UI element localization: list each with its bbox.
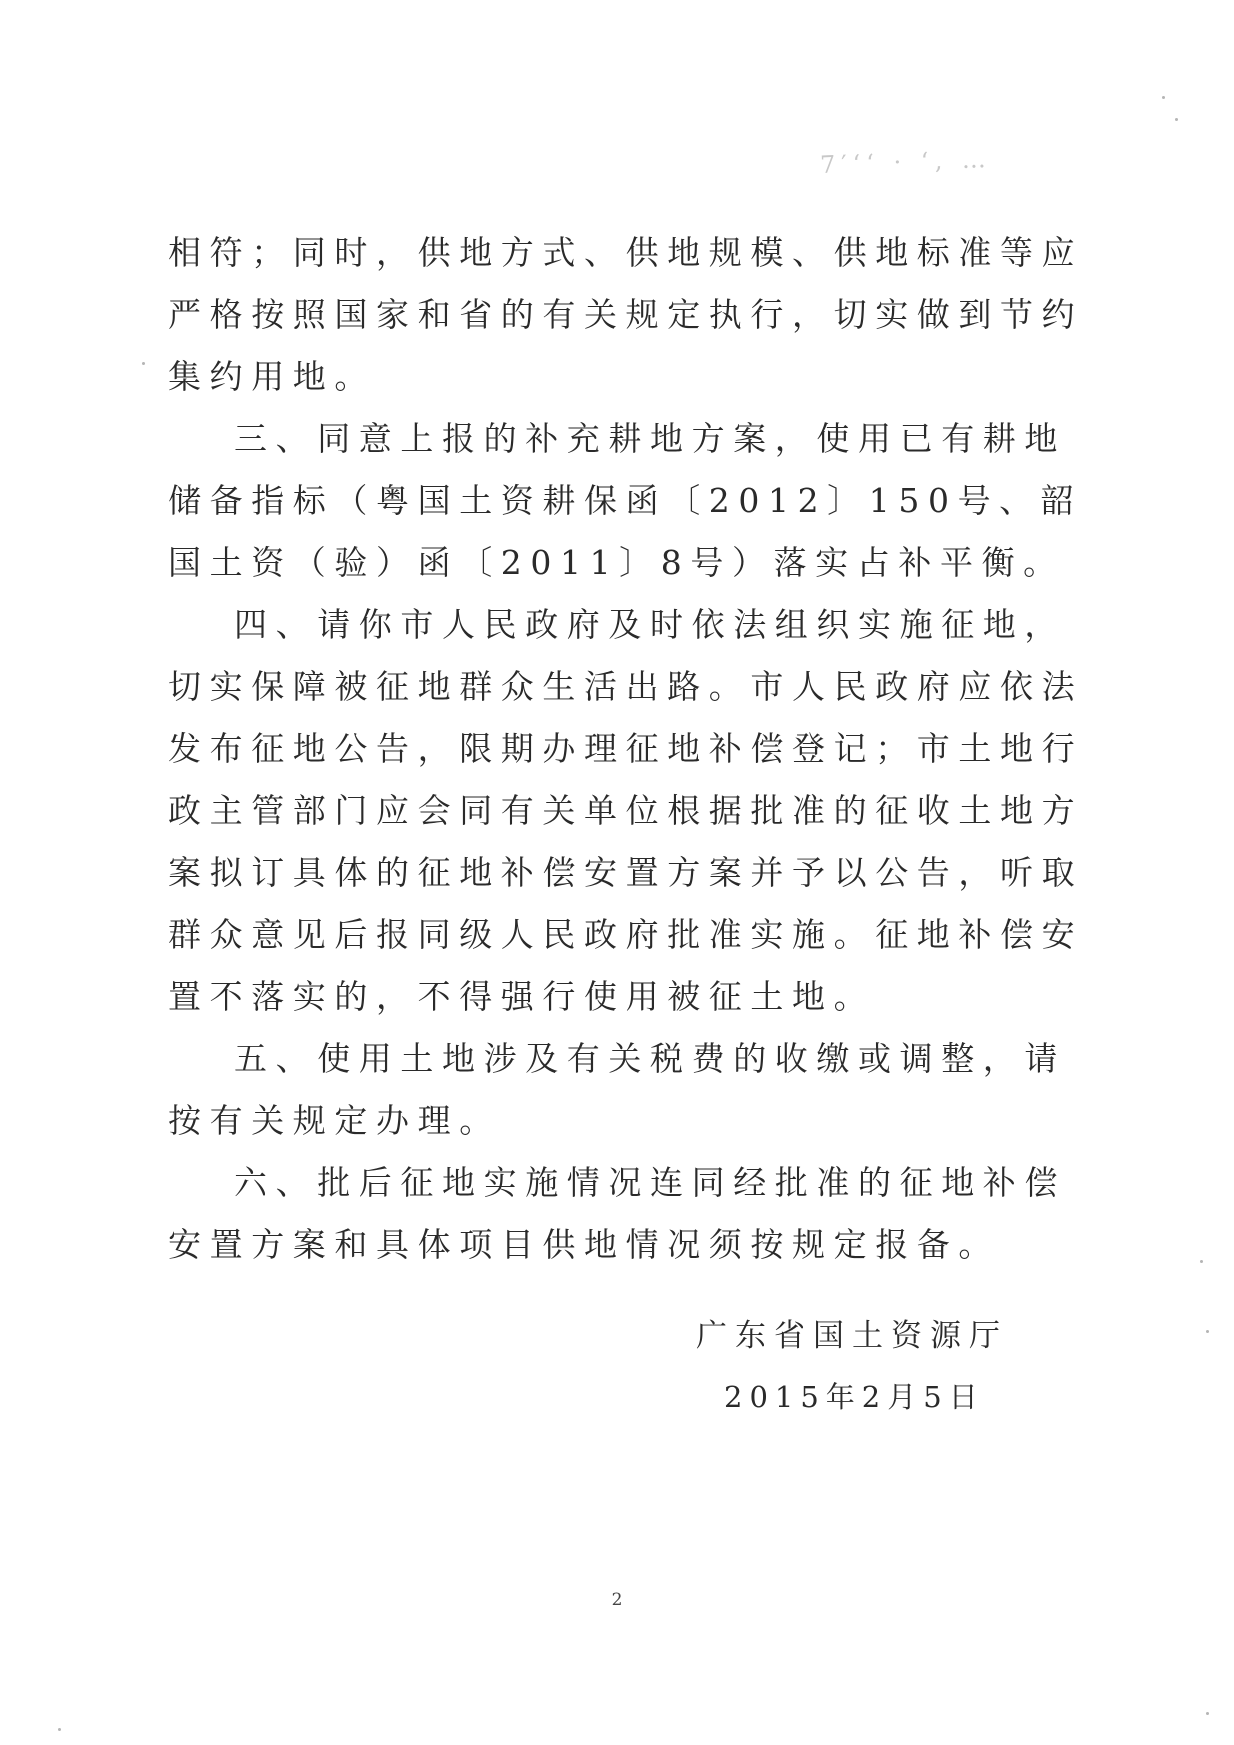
paragraph-item-4: 四、请你市人民政府及时依法组织实施征地，切实保障被征地群众生活出路。市人民政府应依法发布征地公告，限期办理征地补偿登记；市土地行政主管部门应会同有关单位根据批准的征收土地方案拟订具体的征地补偿安置方案并予以公告，听取群众意见后报同级人民政府批准实施。征地补偿安置不落实的，不得强行使用被征土地。: [168, 605, 1084, 1016]
page-number: 2: [611, 1590, 623, 1610]
scan-speck: [58, 1728, 61, 1731]
scan-speck: [1162, 96, 1165, 99]
scan-speck: [1206, 1330, 1209, 1333]
scan-speck: [1200, 1260, 1203, 1263]
scan-speck: [142, 362, 145, 365]
paragraph-item-6: 六、批后征地实施情况连同经批准的征地补偿安置方案和具体项目供地情况须按规定报备。: [168, 1163, 1066, 1264]
scan-artifact-mark: 7′ʻ‘ · ʻ‚ …: [819, 145, 993, 179]
paragraph-item-5: 五、使用土地涉及有关税费的收缴或调整，请按有关规定办理。: [168, 1039, 1066, 1140]
signature-organization: 广东省国土资源厅: [696, 1318, 1008, 1354]
signature-date: 2015年2月5日: [724, 1380, 985, 1414]
document-body: [168, 222, 1088, 1276]
scan-speck: [1175, 118, 1178, 121]
paragraph-continuation: 相符；同时，供地方式、供地规模、供地标准等应严格按照国家和省的有关规定执行，切实做到节约集约用地。: [168, 233, 1084, 396]
scan-speck: [1206, 1712, 1209, 1715]
paragraph-item-3: 三、同意上报的补充耕地方案，使用已有耕地储备指标（粤国土资耕保函〔2012〕150号、韶国土资（验）函〔2011〕8号）落实占补平衡。: [168, 419, 1083, 582]
